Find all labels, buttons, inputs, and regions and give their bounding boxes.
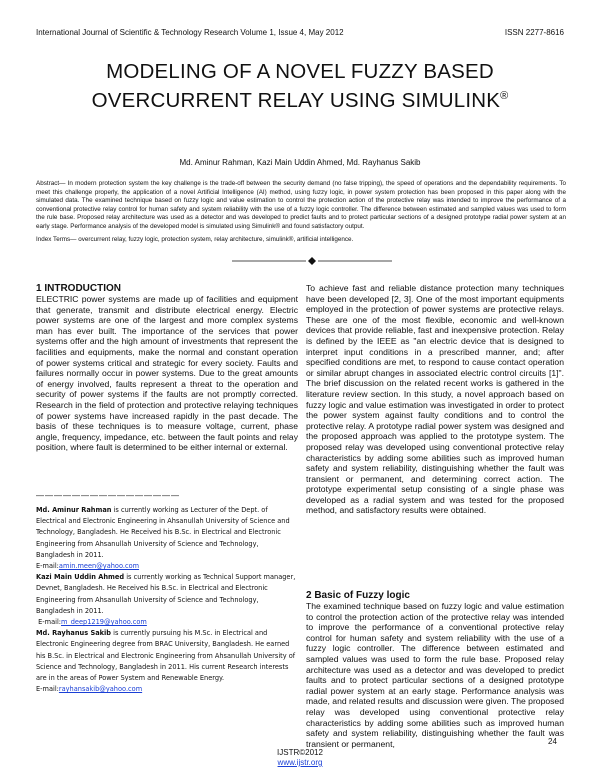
footer-url-link[interactable]: www.ijstr.org: [277, 758, 323, 767]
footnote-author-2: Kazi Main Uddin Ahmed is currently working as Technical Support manager, Devnet, Bangladesh. He Received his B.Sc. in Electrical and Electronic Engineering from Ahsanullah University of Science and Technology, Bangladesh in 2011.: [36, 573, 296, 615]
fuzzy-logic-text: The examined technique based on fuzzy logic and value estimation to control the protection action of the protective relay was intended to improve the performance of a conventional protective relay control for human safety and system reliability with the use of a fuzzy logic controller. The difference between estimated and sampled values was used to form the rule base. Proposed relay architecture was used as a detector and was developed to predict faults and to protect particular sections of a designed prototype radial power system at an early stage. Performance analysis was made, and related results and discussion were given. The proposed relay was developed using conventional protective relay characteristics by adding some abilities such as improved human safety and system reliability, distinguishing whether the fault was transient or permanent,: [306, 601, 564, 749]
footnote-author-1: Md. Aminur Rahman is currently working as Lecturer of the Dept. of Electrical and Electronic Engineering in Ahsanullah University of Science and Technology, Bangladesh. He Received his B.Sc. in Electrical and Electronic Engineering from Ahsanullah University of Science and Technology, Bangladesh in 2011.: [36, 506, 290, 559]
issn: ISSN 2277-8616: [504, 28, 564, 37]
title-line-1: MODELING OF A NOVEL FUZZY BASED: [106, 60, 494, 83]
registered-mark: ®: [500, 90, 509, 102]
email-link-author-1[interactable]: amin.meen@yahoo.com: [58, 562, 140, 571]
page-number: 24: [548, 737, 557, 746]
author-list: Md. Aminur Rahman, Kazi Main Uddin Ahmed, Md. Rayhanus Sakib: [179, 158, 421, 167]
footer-copyright: IJSTR©2012: [277, 748, 323, 757]
page-footer: [0, 748, 600, 768]
title-line-2: OVERCURRENT RELAY USING SIMULINK®: [91, 88, 509, 112]
journal-header: International Journal of Scientific & Technology Research Volume 1, Issue 4, May 2012: [36, 28, 344, 37]
introduction-section: [36, 283, 298, 453]
paper-title: [0, 60, 600, 113]
fuzzy-logic-section: [306, 590, 564, 749]
index-terms: Index Terms— overcurrent relay, fuzzy logic, protection system, relay architecture, simulink®, artificial intelligence.: [36, 236, 354, 243]
introduction-text: ELECTRIC power systems are made up of facilities and equipment that generate, transmit and distribute electrical energy. Electric power systems are one of the largest and more complex systems man has ever built. The importance of the services that power systems offer and the high amount of investments that represent the facilities and equipments, make the normal and constant operation of power systems critical and strategic for every society. Faults and failures normally occur in power systems. Due to the great amounts of energy involved, faults represent a threat to the operation and security of power systems if the faults are not promptly corrected. Research in the field of protection and protective relaying techniques of power systems have increased rapidly in the past decade. The basis of these techniques is to measure voltage, current, phase angle, frequency, impedance, etc. between the fault points and relay position, where fault is determined to be either internal or external.: [36, 294, 298, 453]
email-link-author-2[interactable]: m_deep1219@yahoo.com: [61, 618, 147, 627]
right-column-intro-text: To achieve fast and reliable distance protection many techniques have been developed [2, 3]. One of the most important equipments employed in the protection of power systems are protective relays. These are one of the most flexible, economic and well-known devices that provide reliable, fast and inexpensive protection. Relay is defined by the IEEE as "an electric device that is designed to interpret input conditions in a prescribed manner, and; after specified conditions are met, to respond to cause contact operation or similar abrupt changes in associated electric control circuits [1]". The brief discussion on the related recent works is gathered in the literature review section. In this study, a novel approach based on fuzzy logic and value estimation was investigated in order to protect the power system against faulty conditions and to control the protective relay. A prototype radial power system was designed and the proposed approach was applied to the prototype system. The proposed relay was developed using conventional protective relay characteristics by adding some abilities such as improved human safety and system reliability, distinguishing whether the fault was transient or permanent, and determining correct action. The prototype experimental setup consisting of a single phase was developed as a radial system and was tested for the proposed method, and satisfactory results were obtained.: [306, 283, 564, 516]
section-heading-fuzzy-logic: 2 Basic of Fuzzy logic: [306, 590, 410, 601]
footnote-author-3: Md. Rayhanus Sakib is currently pursuing his M.Sc. in Electrical and Electronic Engineering degree from BRAC University, Bangladesh. He earned his B.Sc. in Electrical and Electronic Engineering from Ahsanullah University of Science and Technology, Bangladesh in 2011. His current Research interests are in the areas of Power System and Renewable Energy.: [36, 629, 296, 683]
section-heading-introduction: 1 INTRODUCTION: [36, 283, 121, 294]
email-link-author-3[interactable]: rayhansakib@yahoo.com: [58, 685, 143, 694]
footnote-rule: ————————————————: [36, 491, 180, 500]
abstract: Abstract— In modern protection system the key challenge is the trade-off between the security demand (no false tripping), the speed of operations and the dependability requirements. To meet this challenge properly, the application of a novel Artificial Intelligence (AI) method, using fuzzy logic, in power system protection has been proposed in this paper along with the simulated data. The examined technique based on fuzzy logic and value estimation to control the protection action of the protective relay was intended to improve the performance of a conventional protective relay control for human safety and system reliability with the use of a fuzzy logic controller. The difference between estimated and sampled values was used to form the rule base. Proposed relay architecture was used as a detector and was developed to predict faults and to protect particular sections of a designed prototype radial power system at an early stage. Performance analysis of the developed model is simulated using Simulink® and found satisfactory output.: [36, 180, 566, 230]
author-footnotes: Md. Aminur Rahman is currently working as Lecturer of the Dept. of Electrical and Electronic Engineering in Ahsanullah University of Science and Technology, Bangladesh. He Received his B.Sc. in Electrical and Electronic Engineering from Ahsanullah University of Science and Technology, Bangladesh in 2011. E-mail:amin.meen@yahoo.com Kazi Main Uddin Ahmed is currently working as Technical Support manager, Devnet, Bangladesh. He Received his B.Sc. in Electrical and Electronic Engineering from Ahsanullah University of Science and Technology, Bangladesh in 2011. E-mail:m_deep1219@yahoo.com Md. Rayhanus Sakib is currently pursuing his M.Sc. in Electrical and Electronic Engineering degree from BRAC University, Bangladesh. He earned his B.Sc. in Electrical and Electronic Engineering from Ahsanullah University of Science and Technology, Bangladesh in 2011. His current Research interests are in the areas of Power System and Renewable Energy. E-mail:rayhansakib@yahoo.com: [36, 505, 298, 695]
section-divider: [232, 256, 392, 266]
